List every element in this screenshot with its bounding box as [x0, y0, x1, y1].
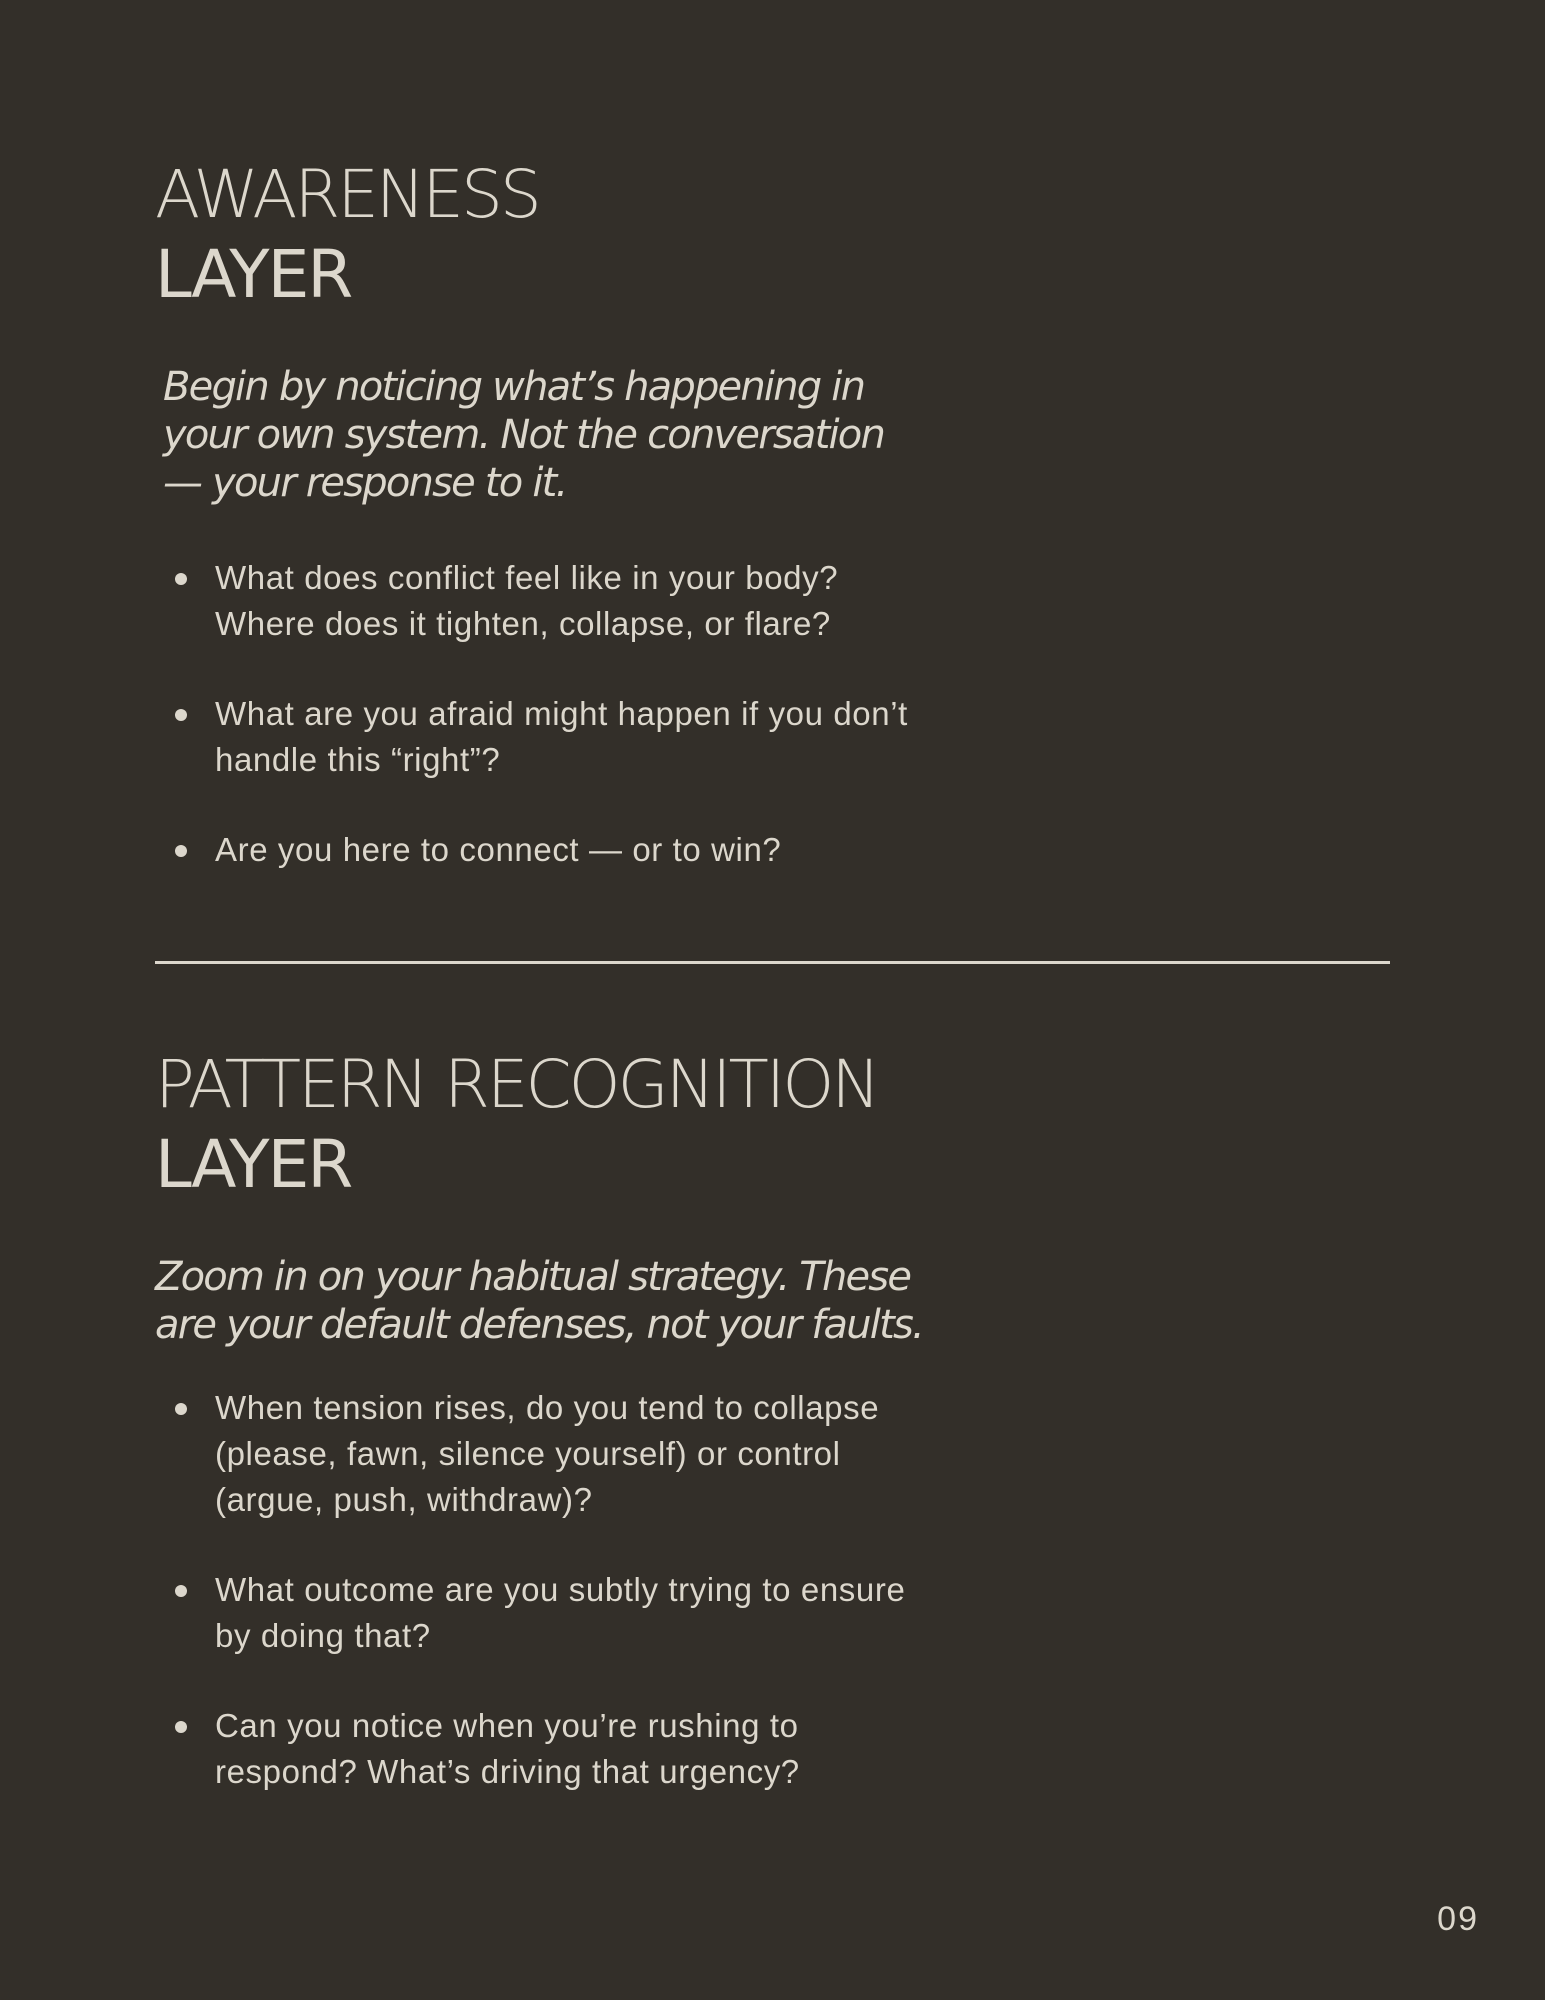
list-item-text: What are you afraid might happen if you don’t handle this “right”?: [215, 695, 908, 778]
heading-line-2: LAYER: [155, 236, 352, 313]
list-item: [155, 1703, 915, 1795]
list-item-text: What outcome are you subtly trying to ensure by doing that?: [215, 1571, 906, 1654]
list-item: [155, 691, 915, 783]
awareness-layer-heading: [155, 155, 955, 315]
bullet-icon: [175, 1403, 187, 1415]
pattern-recognition-layer-heading: [155, 1045, 955, 1205]
pattern-intro-text: Zoom in on your habitual strategy. These are your default defenses, not your faults.: [155, 1254, 923, 1348]
list-item-text: What does conflict feel like in your body? Where does it tighten, collapse, or flare?: [215, 559, 839, 642]
list-item: [155, 827, 915, 873]
pattern-recognition-layer-section: [155, 1045, 955, 1839]
heading-line-1: AWARENESS: [155, 156, 539, 233]
awareness-question-list: [155, 555, 955, 873]
bullet-icon: [175, 1585, 187, 1597]
heading-line-2: LAYER: [155, 1126, 352, 1203]
awareness-layer-section: [155, 155, 955, 917]
bullet-icon: [175, 845, 187, 857]
list-item: [155, 1385, 915, 1523]
bullet-icon: [175, 573, 187, 585]
list-item-text: Are you here to connect — or to win?: [215, 831, 782, 868]
list-item: [155, 1567, 915, 1659]
section-divider: [155, 961, 1390, 964]
heading-line-1: PATTERN RECOGNITION: [155, 1046, 878, 1123]
pattern-question-list: [155, 1385, 955, 1795]
page-number: 09: [1437, 1900, 1479, 1938]
bullet-icon: [175, 1721, 187, 1733]
list-item-text: When tension rises, do you tend to collapse (please, fawn, silence yourself) or control (argue, push, withdraw)?: [215, 1389, 880, 1518]
awareness-intro-text: Begin by noticing what’s happening in your own system. Not the conversation — your response to it.: [163, 364, 885, 506]
list-item: [155, 555, 915, 647]
bullet-icon: [175, 709, 187, 721]
list-item-text: Can you notice when you’re rushing to respond? What’s driving that urgency?: [215, 1707, 800, 1790]
